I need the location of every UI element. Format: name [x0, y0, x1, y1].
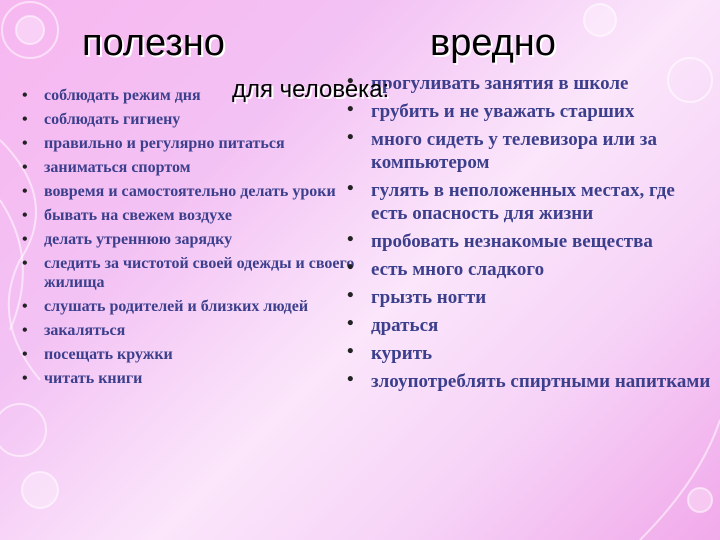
useful-item: • соблюдать режим дня [44, 86, 356, 105]
subtitle-for-human: для человека: [232, 76, 390, 103]
harmful-item: • злоупотреблять спиртными напитками [371, 370, 711, 393]
useful-item: • соблюдать гигиену [44, 110, 356, 129]
harmful-item: • гулять в неположенных местах, где есть опасность для жизни [371, 179, 711, 225]
heading-useful: полезно [82, 22, 225, 64]
harmful-item: • грызть ногти [371, 286, 711, 309]
harmful-item: • курить [371, 342, 711, 365]
useful-item: • делать утреннюю зарядку [44, 230, 356, 249]
useful-item: • слушать родителей и близких людей [44, 297, 356, 316]
harmful-item: • пробовать незнакомые вещества [371, 230, 711, 253]
useful-list [44, 86, 356, 393]
harmful-item: • грубить и не уважать старших [371, 100, 711, 123]
harmful-item: • много сидеть у телевизора или за компьютером [371, 128, 711, 174]
harmful-item: • есть много сладкого [371, 258, 711, 281]
useful-item: • посещать кружки [44, 345, 356, 364]
harmful-item: • драться [371, 314, 711, 337]
useful-item: • вовремя и самостоятельно делать уроки [44, 182, 356, 201]
useful-item: • закаляться [44, 321, 356, 340]
heading-harmful: вредно [430, 22, 556, 64]
useful-item: • правильно и регулярно питаться [44, 134, 356, 153]
harmful-item: • прогуливать занятия в школе [371, 72, 711, 95]
useful-item: • заниматься спортом [44, 158, 356, 177]
harmful-list [371, 72, 711, 398]
useful-item: • следить за чистотой своей одежды и своего жилища [44, 254, 356, 292]
useful-item: • читать книги [44, 369, 356, 388]
useful-item: • бывать на свежем воздухе [44, 206, 356, 225]
